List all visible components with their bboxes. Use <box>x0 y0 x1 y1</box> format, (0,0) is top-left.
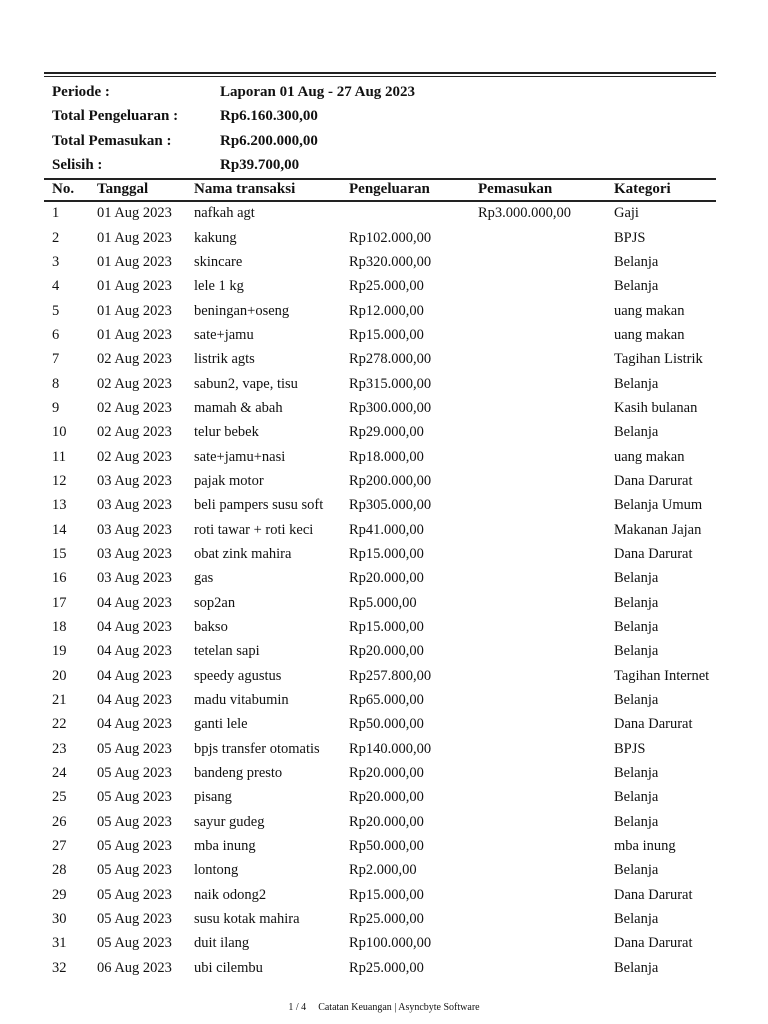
cell-kategori: Belanja <box>614 375 659 392</box>
cell-no: 18 <box>52 619 67 636</box>
cell-tanggal: 05 Aug 2023 <box>97 740 172 757</box>
cell-pengeluaran: Rp20.000,00 <box>349 765 424 782</box>
cell-kategori: BPJS <box>614 740 646 757</box>
cell-nama-transaksi: ganti lele <box>194 716 248 733</box>
cell-no: 23 <box>52 740 67 757</box>
cell-nama-transaksi: nafkah agt <box>194 205 255 222</box>
table-row <box>44 542 724 566</box>
table-header-row <box>44 177 724 201</box>
cell-nama-transaksi: roti tawar + roti keci <box>194 521 314 538</box>
table-row <box>44 664 724 688</box>
cell-no: 17 <box>52 594 67 611</box>
cell-pemasukan <box>478 444 614 468</box>
cell-kategori: Kasih bulanan <box>614 399 698 416</box>
cell-no: 15 <box>52 545 67 562</box>
table-row <box>44 688 724 712</box>
cell-tanggal: 01 Aug 2023 <box>97 302 172 319</box>
cell-kategori: BPJS <box>614 229 646 246</box>
cell-no: 31 <box>52 935 67 952</box>
table-row <box>44 347 724 371</box>
table-row <box>44 444 724 468</box>
cell-kategori: Belanja <box>614 619 659 636</box>
cell-tanggal: 04 Aug 2023 <box>97 716 172 733</box>
cell-pemasukan <box>478 956 614 980</box>
cell-tanggal: 04 Aug 2023 <box>97 692 172 709</box>
cell-pemasukan <box>478 250 614 274</box>
cell-no: 8 <box>52 375 60 392</box>
cell-no: 21 <box>52 692 67 709</box>
cell-no: 29 <box>52 886 67 903</box>
cell-tanggal: 01 Aug 2023 <box>97 253 172 270</box>
cell-tanggal: 03 Aug 2023 <box>97 472 172 489</box>
cell-pengeluaran <box>349 201 478 225</box>
cell-nama-transaksi: telur bebek <box>194 424 259 441</box>
cell-pengeluaran: Rp257.800,00 <box>349 667 432 684</box>
cell-pemasukan <box>478 907 614 931</box>
page-number: 1 / 4 <box>288 1002 307 1013</box>
cell-kategori: Gaji <box>614 205 639 222</box>
cell-kategori: uang makan <box>614 302 685 319</box>
table-row <box>44 493 724 517</box>
cell-kategori: Belanja <box>614 253 659 270</box>
cell-tanggal: 01 Aug 2023 <box>97 229 172 246</box>
periode-value: Laporan 01 Aug - 27 Aug 2023 <box>220 84 416 100</box>
cell-pengeluaran: Rp15.000,00 <box>349 545 424 562</box>
cell-no: 19 <box>52 643 67 660</box>
cell-no: 3 <box>52 253 60 270</box>
cell-pemasukan <box>478 785 614 809</box>
header-kategori: Kategori <box>614 180 671 197</box>
cell-nama-transaksi: sayur gudeg <box>194 813 265 830</box>
cell-nama-transaksi: sate+jamu <box>194 326 254 343</box>
cell-nama-transaksi: kakung <box>194 229 237 246</box>
cell-no: 1 <box>52 205 60 222</box>
cell-no: 30 <box>52 911 67 928</box>
cell-pemasukan <box>478 542 614 566</box>
header-nama-transaksi: Nama transaksi <box>194 180 296 197</box>
cell-nama-transaksi: lele 1 kg <box>194 278 244 295</box>
cell-pengeluaran: Rp20.000,00 <box>349 789 424 806</box>
cell-tanggal: 05 Aug 2023 <box>97 813 172 830</box>
cell-pemasukan <box>478 639 614 663</box>
cell-pengeluaran: Rp305.000,00 <box>349 497 432 514</box>
cell-pemasukan <box>478 810 614 834</box>
cell-no: 20 <box>52 667 67 684</box>
cell-pemasukan <box>478 517 614 541</box>
cell-kategori: Dana Darurat <box>614 716 693 733</box>
cell-kategori: Belanja <box>614 424 659 441</box>
cell-pemasukan <box>478 737 614 761</box>
cell-kategori: Belanja <box>614 959 659 976</box>
cell-nama-transaksi: mamah & abah <box>194 399 283 416</box>
total-pengeluaran-value: Rp6.160.300,00 <box>220 108 318 125</box>
cell-pemasukan <box>478 298 614 322</box>
cell-pemasukan <box>478 371 614 395</box>
cell-pemasukan <box>478 712 614 736</box>
cell-no: 5 <box>52 302 60 319</box>
cell-no: 11 <box>52 448 66 465</box>
cell-no: 10 <box>52 424 67 441</box>
total-pengeluaran-label: Total Pengeluaran : <box>52 108 179 125</box>
cell-no: 22 <box>52 716 67 733</box>
cell-pengeluaran: Rp25.000,00 <box>349 278 424 295</box>
cell-pemasukan <box>478 834 614 858</box>
cell-kategori: mba inung <box>614 838 676 855</box>
cell-pengeluaran: Rp100.000,00 <box>349 935 432 952</box>
header-pengeluaran: Pengeluaran <box>349 180 430 197</box>
cell-nama-transaksi: sabun2, vape, tisu <box>194 375 298 392</box>
table-row <box>44 883 724 907</box>
cell-pengeluaran: Rp20.000,00 <box>349 813 424 830</box>
table-row <box>44 931 724 955</box>
cell-no: 13 <box>52 497 67 514</box>
page-footer <box>0 1002 768 1013</box>
cell-kategori: Tagihan Internet <box>614 667 710 684</box>
cell-no: 6 <box>52 326 60 343</box>
cell-no: 2 <box>52 229 60 246</box>
cell-pemasukan <box>478 858 614 882</box>
table-row <box>44 810 724 834</box>
cell-tanggal: 03 Aug 2023 <box>97 545 172 562</box>
table-row <box>44 566 724 590</box>
cell-nama-transaksi: mba inung <box>194 838 256 855</box>
cell-tanggal: 01 Aug 2023 <box>97 278 172 295</box>
cell-pengeluaran: Rp25.000,00 <box>349 959 424 976</box>
cell-kategori: Belanja <box>614 813 659 830</box>
header-pemasukan: Pemasukan <box>478 180 553 197</box>
cell-pemasukan <box>478 469 614 493</box>
cell-kategori: Dana Darurat <box>614 935 693 952</box>
cell-tanggal: 01 Aug 2023 <box>97 205 172 222</box>
cell-tanggal: 06 Aug 2023 <box>97 959 172 976</box>
cell-nama-transaksi: skincare <box>194 253 243 270</box>
cell-tanggal: 04 Aug 2023 <box>97 667 172 684</box>
cell-pemasukan <box>478 688 614 712</box>
cell-pemasukan <box>478 420 614 444</box>
cell-nama-transaksi: speedy agustus <box>194 667 282 684</box>
cell-nama-transaksi: lontong <box>194 862 239 879</box>
top-double-rule-2 <box>44 76 716 77</box>
cell-pemasukan <box>478 566 614 590</box>
cell-pengeluaran: Rp50.000,00 <box>349 838 424 855</box>
cell-nama-transaksi: beli pampers susu soft <box>194 497 324 514</box>
total-pemasukan-value: Rp6.200.000,00 <box>220 132 318 149</box>
table-row <box>44 323 724 347</box>
cell-pengeluaran: Rp315.000,00 <box>349 375 432 392</box>
cell-pengeluaran: Rp25.000,00 <box>349 911 424 928</box>
periode-label: Periode : <box>52 84 110 100</box>
cell-pengeluaran: Rp15.000,00 <box>349 326 424 343</box>
table-row <box>44 420 724 444</box>
cell-nama-transaksi: susu kotak mahira <box>194 911 300 928</box>
table-row <box>44 371 724 395</box>
cell-tanggal: 04 Aug 2023 <box>97 643 172 660</box>
cell-nama-transaksi: naik odong2 <box>194 886 267 903</box>
cell-nama-transaksi: pajak motor <box>194 472 264 489</box>
header-tanggal: Tanggal <box>97 180 149 197</box>
cell-kategori: Dana Darurat <box>614 886 693 903</box>
cell-pemasukan <box>478 591 614 615</box>
cell-nama-transaksi: duit ilang <box>194 935 250 952</box>
cell-nama-transaksi: gas <box>194 570 214 587</box>
cell-pengeluaran: Rp278.000,00 <box>349 351 432 368</box>
cell-tanggal: 05 Aug 2023 <box>97 765 172 782</box>
cell-pengeluaran: Rp15.000,00 <box>349 619 424 636</box>
cell-pemasukan <box>478 493 614 517</box>
cell-no: 12 <box>52 472 67 489</box>
cell-kategori: Belanja <box>614 789 659 806</box>
cell-kategori: Belanja <box>614 862 659 879</box>
cell-pengeluaran: Rp12.000,00 <box>349 302 424 319</box>
cell-kategori: uang makan <box>614 326 685 343</box>
cell-tanggal: 05 Aug 2023 <box>97 886 172 903</box>
header-no: No. <box>52 180 75 197</box>
table-row <box>44 201 724 225</box>
cell-nama-transaksi: sate+jamu+nasi <box>194 448 286 465</box>
cell-nama-transaksi: bpjs transfer otomatis <box>194 740 320 757</box>
cell-nama-transaksi: pisang <box>194 789 232 806</box>
cell-pemasukan <box>478 761 614 785</box>
cell-no: 25 <box>52 789 67 806</box>
cell-tanggal: 01 Aug 2023 <box>97 326 172 343</box>
cell-kategori: Tagihan Listrik <box>614 351 703 368</box>
cell-pemasukan <box>478 274 614 298</box>
cell-nama-transaksi: obat zink mahira <box>194 545 292 562</box>
cell-kategori: Makanan Jajan <box>614 521 702 538</box>
cell-no: 7 <box>52 351 60 368</box>
cell-nama-transaksi: listrik agts <box>194 351 255 368</box>
cell-pemasukan <box>478 931 614 955</box>
cell-kategori: Belanja <box>614 570 659 587</box>
table-row <box>44 396 724 420</box>
cell-pemasukan <box>478 347 614 371</box>
cell-no: 32 <box>52 959 67 976</box>
cell-pengeluaran: Rp5.000,00 <box>349 594 417 611</box>
cell-no: 24 <box>52 765 67 782</box>
cell-tanggal: 02 Aug 2023 <box>97 448 172 465</box>
cell-tanggal: 02 Aug 2023 <box>97 399 172 416</box>
cell-pengeluaran: Rp18.000,00 <box>349 448 424 465</box>
footer-title: Catatan Keuangan | Asyncbyte Software <box>318 1002 480 1013</box>
cell-pemasukan <box>478 883 614 907</box>
table-row <box>44 907 724 931</box>
cell-no: 26 <box>52 813 67 830</box>
table-row <box>44 250 724 274</box>
table-row <box>44 785 724 809</box>
cell-tanggal: 04 Aug 2023 <box>97 619 172 636</box>
cell-pemasukan <box>478 615 614 639</box>
cell-tanggal: 05 Aug 2023 <box>97 862 172 879</box>
cell-pengeluaran: Rp300.000,00 <box>349 399 432 416</box>
cell-nama-transaksi: tetelan sapi <box>194 643 260 660</box>
cell-tanggal: 03 Aug 2023 <box>97 497 172 514</box>
cell-pengeluaran: Rp2.000,00 <box>349 862 417 879</box>
cell-pengeluaran: Rp320.000,00 <box>349 253 432 270</box>
cell-tanggal: 02 Aug 2023 <box>97 424 172 441</box>
cell-tanggal: 02 Aug 2023 <box>97 351 172 368</box>
table-row <box>44 639 724 663</box>
table-row <box>44 469 724 493</box>
table-row <box>44 225 724 249</box>
cell-kategori: Belanja <box>614 911 659 928</box>
table-body <box>44 201 724 980</box>
cell-kategori: Dana Darurat <box>614 545 693 562</box>
cell-tanggal: 05 Aug 2023 <box>97 838 172 855</box>
cell-nama-transaksi: bandeng presto <box>194 765 283 782</box>
table-row <box>44 761 724 785</box>
cell-pemasukan <box>478 323 614 347</box>
cell-pengeluaran: Rp65.000,00 <box>349 692 424 709</box>
cell-tanggal: 04 Aug 2023 <box>97 594 172 611</box>
cell-pemasukan <box>478 664 614 688</box>
selisih-label: Selisih : <box>52 156 103 173</box>
cell-nama-transaksi: bakso <box>194 619 228 636</box>
selisih-value: Rp39.700,00 <box>220 156 300 173</box>
cell-pengeluaran: Rp140.000,00 <box>349 740 432 757</box>
cell-tanggal: 03 Aug 2023 <box>97 570 172 587</box>
table-row <box>44 834 724 858</box>
cell-pengeluaran: Rp15.000,00 <box>349 886 424 903</box>
cell-pengeluaran: Rp41.000,00 <box>349 521 424 538</box>
cell-pengeluaran: Rp200.000,00 <box>349 472 432 489</box>
cell-kategori: Belanja <box>614 692 659 709</box>
cell-kategori: Belanja Umum <box>614 497 703 514</box>
cell-tanggal: 05 Aug 2023 <box>97 789 172 806</box>
table-row <box>44 615 724 639</box>
total-pemasukan-label: Total Pemasukan : <box>52 132 172 149</box>
top-double-rule-1 <box>44 72 716 74</box>
cell-pengeluaran: Rp50.000,00 <box>349 716 424 733</box>
cell-kategori: Belanja <box>614 594 659 611</box>
table-row <box>44 858 724 882</box>
cell-pengeluaran: Rp102.000,00 <box>349 229 432 246</box>
cell-kategori: Belanja <box>614 278 659 295</box>
cell-no: 4 <box>52 278 60 295</box>
cell-nama-transaksi: madu vitabumin <box>194 692 289 709</box>
table-row <box>44 956 724 980</box>
cell-no: 27 <box>52 838 67 855</box>
cell-tanggal: 05 Aug 2023 <box>97 935 172 952</box>
table-row <box>44 712 724 736</box>
cell-nama-transaksi: beningan+oseng <box>194 302 290 319</box>
cell-tanggal: 03 Aug 2023 <box>97 521 172 538</box>
cell-kategori: uang makan <box>614 448 685 465</box>
cell-kategori: Belanja <box>614 643 659 660</box>
cell-no: 14 <box>52 521 67 538</box>
table-row <box>44 298 724 322</box>
cell-no: 28 <box>52 862 67 879</box>
cell-no: 9 <box>52 399 60 416</box>
cell-pengeluaran: Rp20.000,00 <box>349 570 424 587</box>
cell-pengeluaran: Rp29.000,00 <box>349 424 424 441</box>
table-row <box>44 274 724 298</box>
cell-tanggal: 02 Aug 2023 <box>97 375 172 392</box>
cell-kategori: Dana Darurat <box>614 472 693 489</box>
cell-pemasukan <box>478 396 614 420</box>
table-row <box>44 737 724 761</box>
cell-tanggal: 05 Aug 2023 <box>97 911 172 928</box>
cell-pemasukan: Rp3.000.000,00 <box>478 205 572 222</box>
cell-pemasukan <box>478 225 614 249</box>
cell-no: 16 <box>52 570 67 587</box>
cell-kategori: Belanja <box>614 765 659 782</box>
cell-pengeluaran: Rp20.000,00 <box>349 643 424 660</box>
table-row <box>44 517 724 541</box>
table-row <box>44 591 724 615</box>
cell-nama-transaksi: sop2an <box>194 594 236 611</box>
cell-nama-transaksi: ubi cilembu <box>194 959 263 976</box>
transactions-table <box>44 177 724 980</box>
